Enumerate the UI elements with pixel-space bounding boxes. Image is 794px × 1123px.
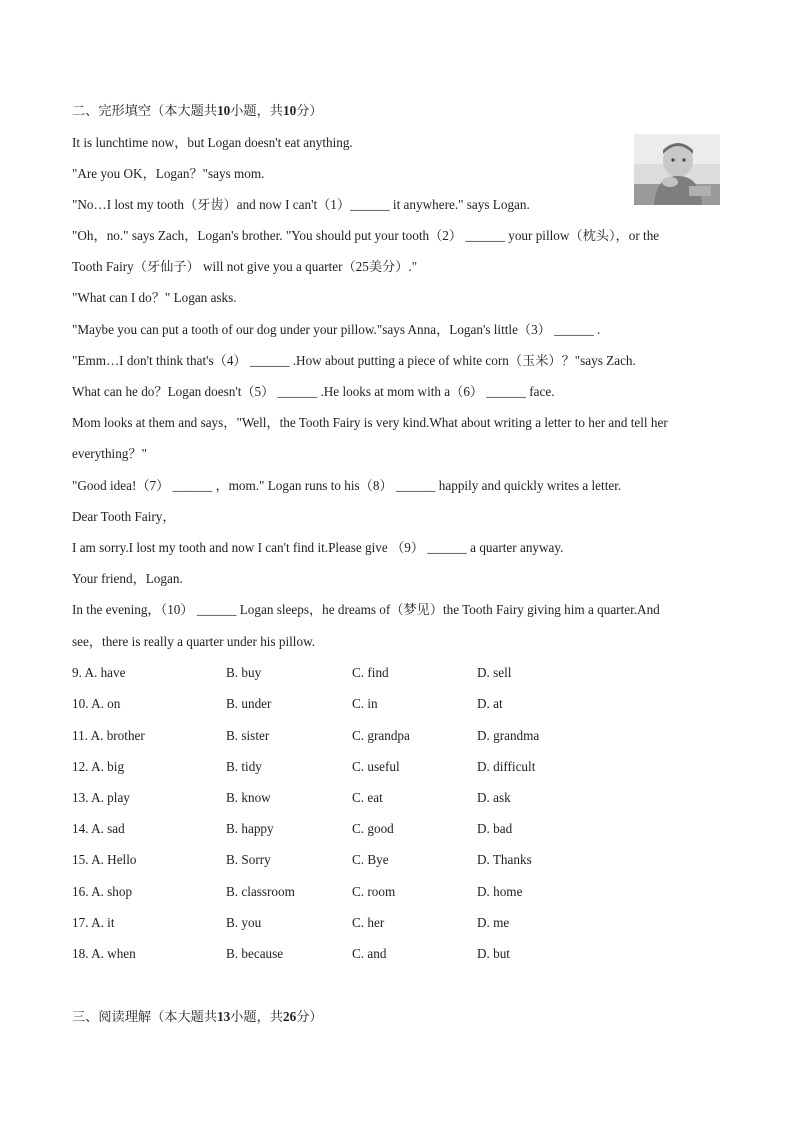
question-option-a: 18. A. when [72, 946, 136, 961]
question-row [72, 820, 722, 838]
question-option-a: 14. A. sad [72, 821, 125, 836]
passage-line: "Good idea!（7） ______ ，mom." Logan runs to his（8） ______ happily and quickly writes a letter. [72, 478, 622, 493]
passage-line: "Oh，no." says Zach，Logan's brother. "You should put your tooth（2） ______ your pillow（枕头），or the [72, 228, 660, 243]
question-option-c: C. in [352, 696, 378, 711]
passage-line: see，there is really a quarter under his pillow. [72, 634, 316, 649]
question-option-d: D. me [477, 915, 510, 930]
passage-line: Dear Tooth Fairy， [72, 509, 176, 524]
question-option-b: B. know [226, 790, 271, 805]
question-option-c: C. good [352, 821, 394, 836]
question-option-c: C. Bye [352, 852, 389, 867]
question-option-b: B. under [226, 696, 272, 711]
heading-score: 10 [283, 103, 297, 118]
question-option-a: 11. A. brother [72, 728, 145, 743]
question-option-a: 15. A. Hello [72, 852, 137, 867]
question-option-a: 12. A. big [72, 759, 125, 774]
question-option-b: B. tidy [226, 759, 262, 774]
passage-line: In the evening，（10） ______ Logan sleeps，he dreams of（梦见）the Tooth Fairy giving him a quarter.And [72, 602, 660, 617]
passage-line: It is lunchtime now，but Logan doesn't eat anything. [72, 135, 353, 150]
passage-line: Mom looks at them and says，"Well，the Tooth Fairy is very kind.What about writing a letter to her and tell her [72, 415, 668, 430]
question-option-c: C. grandpa [352, 728, 410, 743]
passage-line: "What can I do？" Logan asks. [72, 290, 237, 305]
question-row [72, 758, 722, 776]
heading-text: 小题，共 [230, 1009, 283, 1024]
question-option-a: 10. A. on [72, 696, 121, 711]
question-option-c: C. room [352, 884, 396, 899]
heading-text: 三、阅读理解（本大题共 [72, 1009, 218, 1024]
question-option-d: D. bad [477, 821, 513, 836]
question-option-b: B. Sorry [226, 852, 271, 867]
question-option-c: C. eat [352, 790, 383, 805]
question-option-a: 17. A. it [72, 915, 115, 930]
question-row [72, 789, 722, 807]
question-option-d: D. difficult [477, 759, 536, 774]
question-option-b: B. buy [226, 665, 262, 680]
question-row [72, 695, 722, 713]
heading-text: 小题，共 [230, 103, 283, 118]
passage-line: "Are you OK，Logan？"says mom. [72, 166, 265, 181]
question-option-d: D. grandma [477, 728, 540, 743]
question-option-b: B. happy [226, 821, 274, 836]
section-2-heading [72, 102, 323, 120]
passage-line: everything？" [72, 446, 147, 461]
question-option-a: 13. A. play [72, 790, 130, 805]
heading-score: 26 [283, 1009, 297, 1024]
question-option-c: C. find [352, 665, 389, 680]
boy-photo [634, 134, 720, 205]
question-row [72, 851, 722, 869]
question-option-c: C. and [352, 946, 387, 961]
heading-text: 分） [296, 103, 323, 118]
passage-line: "No…I lost my tooth（牙齿）and now I can't（1）______ it anywhere." says Logan. [72, 197, 530, 212]
passage-line: Tooth Fairy（牙仙子） will not give you a quarter（25美分）." [72, 259, 418, 274]
passage-line: What can he do？Logan doesn't（5） ______ .He looks at mom with a（6） ______ face. [72, 384, 555, 399]
question-option-d: D. Thanks [477, 852, 532, 867]
question-option-a: 9. A. have [72, 665, 126, 680]
question-row [72, 727, 722, 745]
passage-line: Your friend，Logan. [72, 571, 183, 586]
heading-text: 二、完形填空（本大题共 [72, 103, 218, 118]
question-option-b: B. classroom [226, 884, 295, 899]
question-row [72, 914, 722, 932]
passage-line: "Maybe you can put a tooth of our dog under your pillow."says Anna，Logan's little（3） ______ . [72, 322, 601, 337]
boy-image-icon [634, 134, 720, 205]
heading-count: 10 [217, 103, 231, 118]
question-option-b: B. you [226, 915, 262, 930]
question-option-b: B. because [226, 946, 284, 961]
question-option-d: D. ask [477, 790, 511, 805]
section-3-heading [72, 1008, 323, 1026]
question-option-b: B. sister [226, 728, 270, 743]
question-option-c: C. useful [352, 759, 400, 774]
passage-line: "Emm…I don't think that's（4） ______ .How about putting a piece of white corn（玉米）？"says Zach. [72, 353, 636, 368]
question-row [72, 883, 722, 901]
question-option-c: C. her [352, 915, 385, 930]
question-option-d: D. sell [477, 665, 512, 680]
question-option-d: D. but [477, 946, 510, 961]
passage-line: I am sorry.I lost my tooth and now I can't find it.Please give （9） ______ a quarter anyway. [72, 540, 564, 555]
question-option-a: 16. A. shop [72, 884, 133, 899]
heading-text: 分） [296, 1009, 323, 1024]
question-row [72, 945, 722, 963]
heading-count: 13 [217, 1009, 231, 1024]
question-row [72, 664, 722, 682]
question-option-d: D. home [477, 884, 523, 899]
question-option-d: D. at [477, 696, 503, 711]
